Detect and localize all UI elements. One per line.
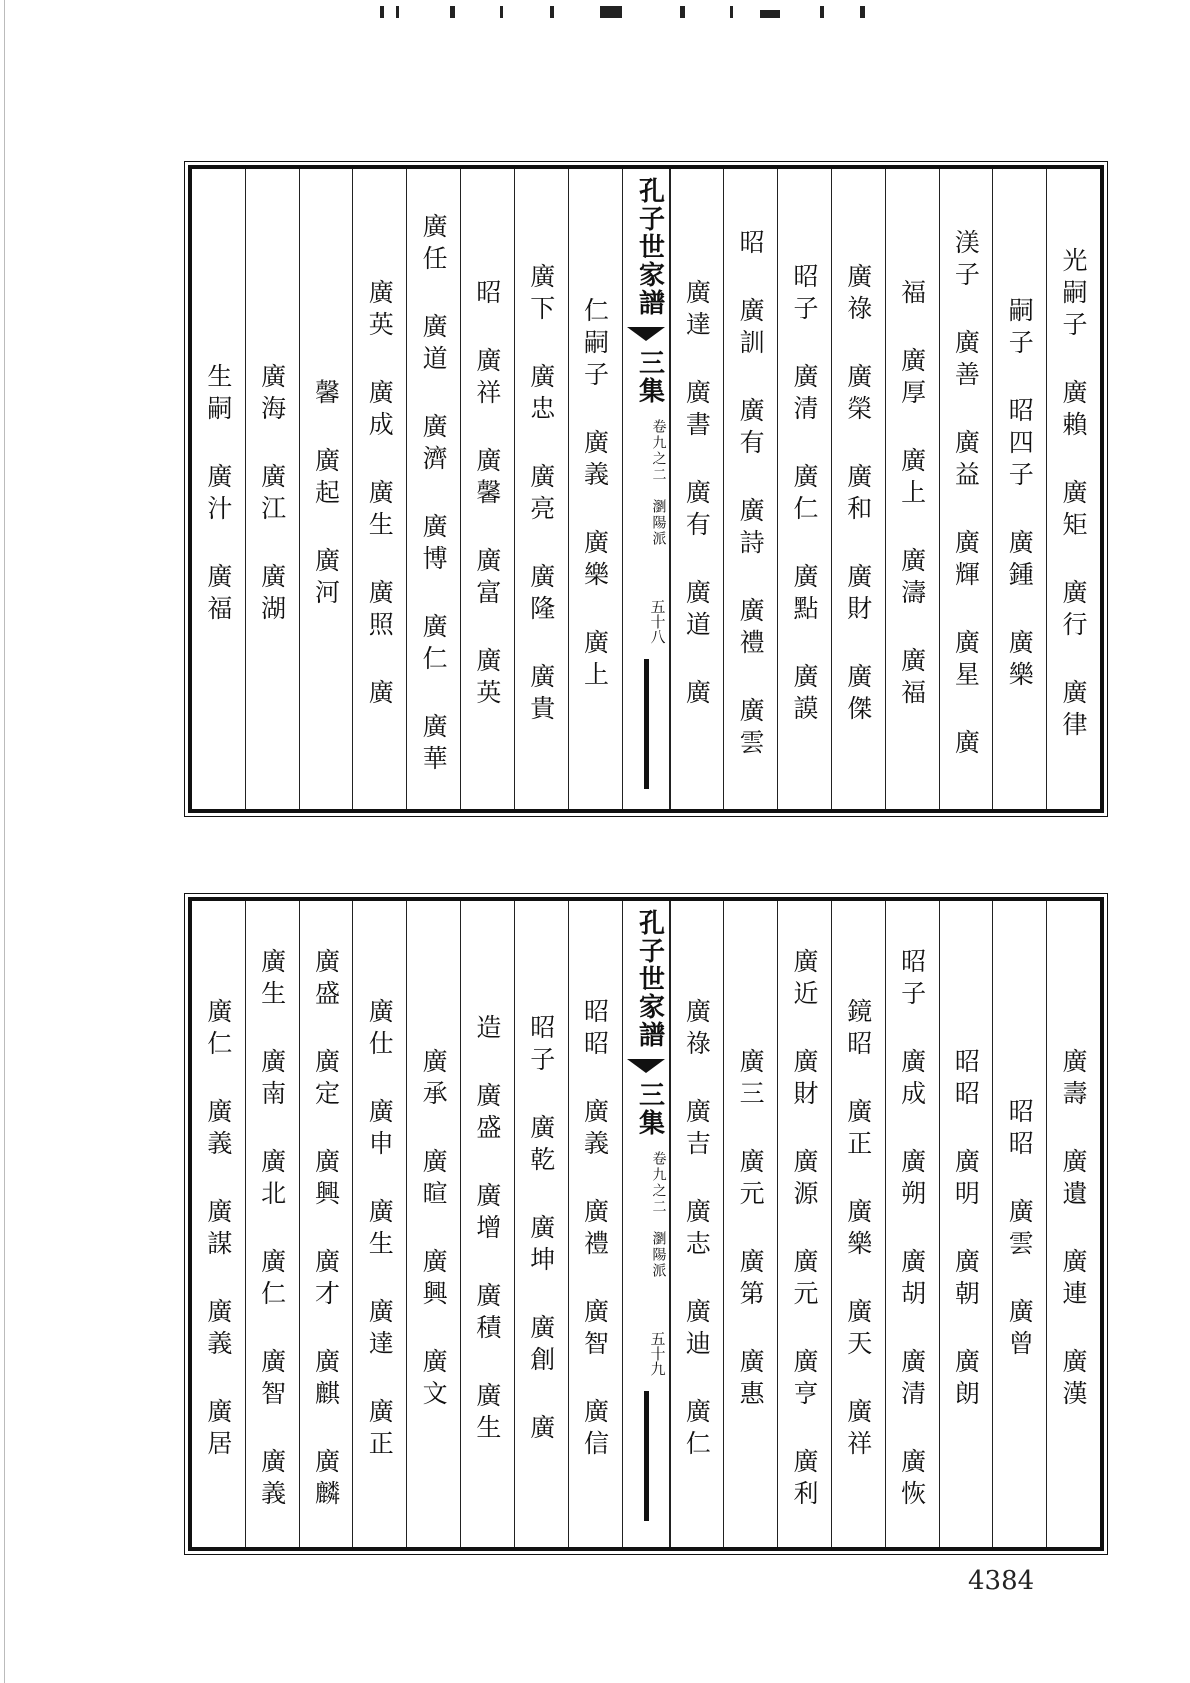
column-text: 廣祿 廣吉 廣志 廣迪 廣仁 <box>682 998 712 1462</box>
fish-tail-mark <box>627 327 665 341</box>
bottom-column-4 <box>885 901 939 1547</box>
bottom-column-14 <box>299 901 353 1547</box>
spine-page-number: 五十九 <box>648 1331 667 1376</box>
column-text: 廣近 廣財 廣源 廣元 廣亨 廣利 <box>789 948 819 1512</box>
bottom-book-spine <box>622 901 670 1547</box>
column-text: 廣仁 廣義 廣謀 廣義 廣居 <box>203 998 233 1462</box>
bottom-column-16 <box>192 901 245 1547</box>
column-text: 嗣子 昭四子 廣鍾 廣樂 <box>1005 297 1035 693</box>
top-column-8 <box>670 169 724 809</box>
column-text: 廣盛 廣定 廣興 廣才 廣麒 廣麟 <box>311 948 341 1512</box>
bottom-column-5 <box>831 901 885 1547</box>
column-text: 生嗣 廣汁 廣福 <box>203 363 233 627</box>
top-column-5 <box>831 169 885 809</box>
fish-tail-mark <box>627 1059 665 1073</box>
bottom-column-11 <box>460 901 514 1547</box>
column-text: 廣海 廣江 廣湖 <box>257 363 287 627</box>
column-text: 鏡昭 廣正 廣樂 廣天 廣祥 <box>843 998 873 1462</box>
column-text: 廣達 廣書 廣有 廣道 廣 <box>682 279 712 711</box>
bottom-column-9 <box>568 901 622 1547</box>
top-column-11 <box>460 169 514 809</box>
column-text: 渼子 廣善 廣益 廣輝 廣星 廣 <box>951 229 981 761</box>
top-column-2 <box>992 169 1046 809</box>
top-column-4 <box>885 169 939 809</box>
top-book-spine <box>622 169 670 809</box>
top-column-6 <box>777 169 831 809</box>
bottom-column-10 <box>514 901 568 1547</box>
column-text: 昭 廣訓 廣有 廣詩 廣禮 廣雲 <box>736 229 766 761</box>
column-text: 廣生 廣南 廣北 廣仁 廣智 廣義 <box>257 948 287 1512</box>
top-column-16 <box>192 169 245 809</box>
column-text: 光嗣子 廣賴 廣矩 廣行 廣律 <box>1059 247 1088 743</box>
column-text: 廣三 廣元 廣第 廣惠 <box>736 1048 766 1412</box>
spine-subtitle: 卷九之二 瀏陽派 <box>650 419 667 547</box>
top-column-15 <box>245 169 299 809</box>
top-scan-marks <box>300 6 940 20</box>
column-text: 廣承 廣暄 廣興 廣文 <box>419 1048 449 1412</box>
spine-title: 孔子世家譜 <box>634 909 665 1049</box>
bottom-column-8 <box>670 901 724 1547</box>
column-text: 造 廣盛 廣增 廣積 廣生 <box>472 1014 502 1446</box>
column-text: 廣祿 廣榮 廣和 廣財 廣傑 <box>843 263 873 727</box>
column-text: 福 廣厚 廣上 廣濤 廣福 <box>897 279 927 711</box>
top-column-12 <box>406 169 460 809</box>
bottom-column-7 <box>723 901 777 1547</box>
page-edge-line <box>4 0 5 1683</box>
column-text: 昭子 廣乾 廣坤 廣創 廣 <box>526 1014 556 1446</box>
column-text: 昭昭 廣明 廣朝 廣朗 <box>951 1048 981 1412</box>
spine-bar <box>644 1391 649 1521</box>
spine-subtitle: 卷九之二 瀏陽派 <box>650 1151 667 1279</box>
column-text: 昭子 廣清 廣仁 廣點 廣謨 <box>789 263 819 727</box>
top-column-7 <box>723 169 777 809</box>
column-text: 廣英 廣成 廣生 廣照 廣 <box>365 279 395 711</box>
bottom-column-3 <box>939 901 993 1547</box>
bottom-genealogy-panel <box>188 897 1104 1551</box>
top-genealogy-panel <box>188 165 1104 813</box>
column-text: 廣壽 廣遺 廣連 廣漢 <box>1059 1048 1088 1412</box>
column-text: 廣仕 廣申 廣生 廣達 廣正 <box>365 998 395 1462</box>
column-text: 仁嗣子 廣義 廣樂 廣上 <box>580 297 610 693</box>
column-text: 馨 廣起 廣河 <box>311 379 341 611</box>
column-text: 昭子 廣成 廣朔 廣胡 廣清 廣恢 <box>897 948 927 1512</box>
bottom-column-6 <box>777 901 831 1547</box>
bottom-column-12 <box>406 901 460 1547</box>
top-column-9 <box>568 169 622 809</box>
top-column-13 <box>352 169 406 809</box>
column-text: 昭昭 廣義 廣禮 廣智 廣信 <box>580 998 610 1462</box>
top-column-14 <box>299 169 353 809</box>
top-column-1 <box>1046 169 1100 809</box>
bottom-column-2 <box>992 901 1046 1547</box>
page-number: 4384 <box>968 1566 1035 1596</box>
column-text: 廣任 廣道 廣濟 廣博 廣仁 廣華 <box>419 213 449 777</box>
top-column-10 <box>514 169 568 809</box>
spine-page-number: 五十八 <box>648 599 667 644</box>
column-text: 昭 廣祥 廣馨 廣富 廣英 <box>472 279 502 711</box>
spine-bar <box>644 659 649 789</box>
column-text: 昭昭 廣雲 廣曾 <box>1005 1098 1035 1362</box>
bottom-column-13 <box>352 901 406 1547</box>
spine-volume: 三集 <box>634 1081 665 1137</box>
bottom-column-1 <box>1046 901 1100 1547</box>
spine-title: 孔子世家譜 <box>634 177 665 317</box>
column-text: 廣下 廣忠 廣亮 廣隆 廣貴 <box>526 263 556 727</box>
spine-volume: 三集 <box>634 349 665 405</box>
bottom-column-15 <box>245 901 299 1547</box>
top-column-3 <box>939 169 993 809</box>
